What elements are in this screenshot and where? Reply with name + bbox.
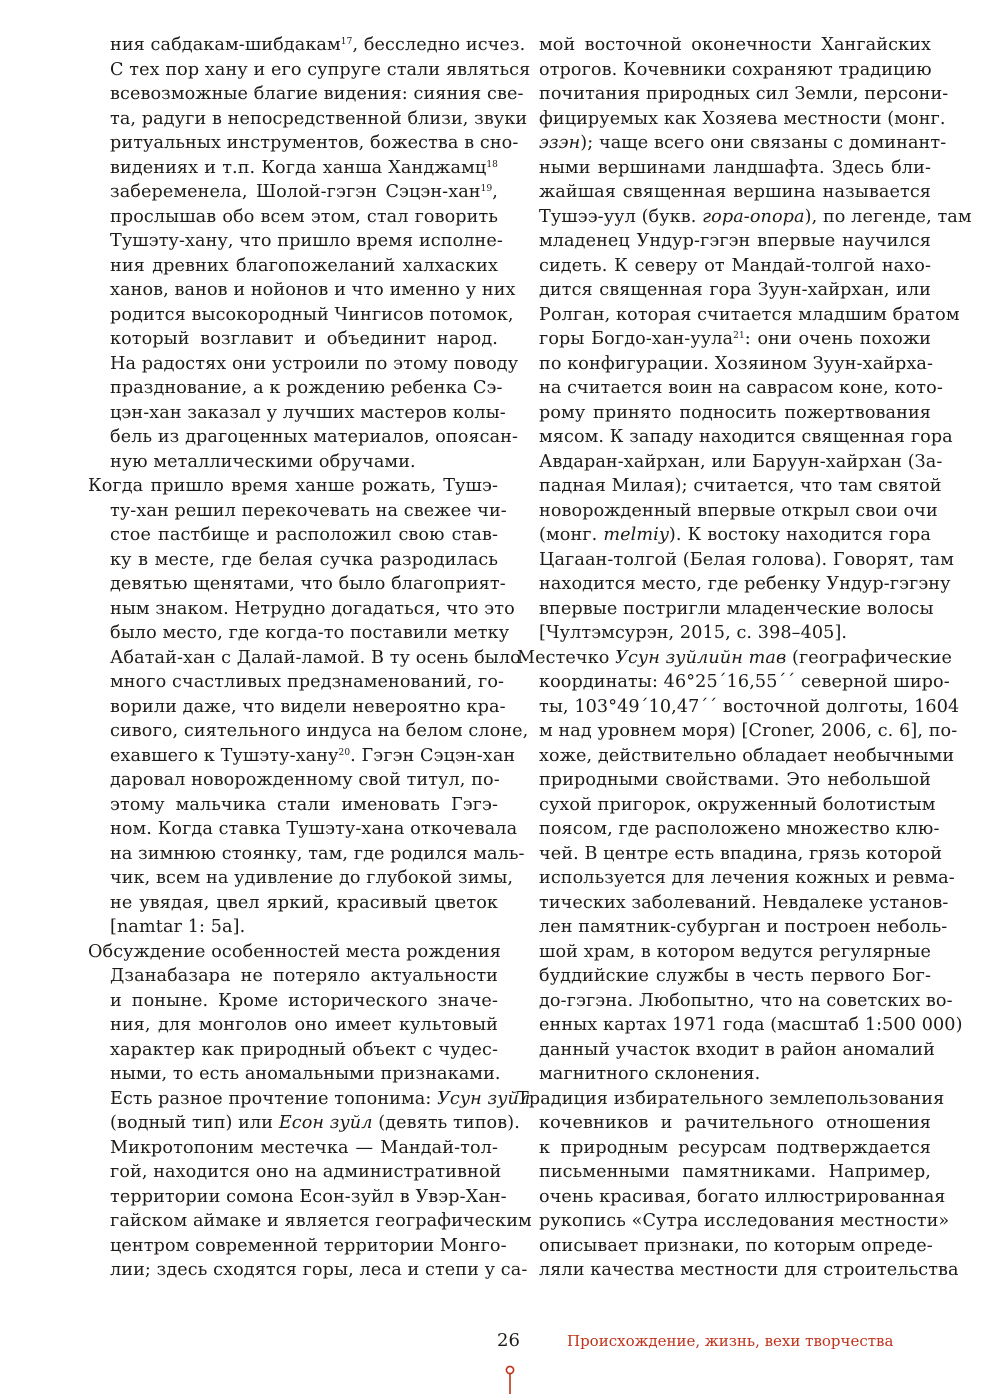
text-line: младенец Ундур-гэгэн впервые научился bbox=[539, 231, 931, 251]
text-line: всевозможные благие видения: сияния све- bbox=[110, 84, 524, 104]
page-number: 26 bbox=[497, 1330, 520, 1351]
text-line: [Чултэмсурэн, 2015, с. 398–405]. bbox=[539, 623, 848, 643]
italic-term: melmiy bbox=[603, 525, 669, 545]
text-line: ляли качества местности для строительства bbox=[539, 1260, 959, 1280]
left-column bbox=[88, 33, 532, 1283]
text-line: территории сомона Есон-зуйл в Увэр-Хан- bbox=[110, 1186, 507, 1207]
text-line: Абатай-хан с Далай-ламой. В ту осень было bbox=[110, 647, 521, 668]
text-line: Ролган, которая считается младшим братом bbox=[539, 304, 960, 325]
text-line: стое пастбище и расположил свою став- bbox=[110, 525, 498, 545]
text-line: С тех пор хану и его супруге стали являться bbox=[110, 59, 531, 80]
text-line: координаты: 46°25´16,55´´ северной широ- bbox=[539, 672, 950, 692]
text-line: ными, то есть аномальными признаками. bbox=[110, 1064, 501, 1084]
text-line: Микротопоним местечка — Мандай-тол- bbox=[110, 1137, 498, 1158]
text-line: этому мальчика стали именовать Гэгэ- bbox=[110, 794, 498, 815]
text-line: лии; здесь сходятся горы, леса и степи у са- bbox=[110, 1260, 528, 1280]
text-line: ния сабдакам-шибдакам$^{17}$, бесследно исчез. bbox=[110, 35, 526, 55]
text-line: тических заболеваний. Невдалеке установ- bbox=[539, 892, 949, 913]
paragraph bbox=[88, 33, 531, 474]
text-line: сидеть. К северу от Мандай-толгой нахо- bbox=[539, 255, 931, 276]
text-line: чик, всем на удивление до глубокой зимы, bbox=[110, 868, 514, 888]
footnote-ref[interactable]: 20 bbox=[338, 747, 351, 758]
text-line: сухой пригорок, окруженный болотистым bbox=[539, 794, 936, 815]
text-line: ханов, ванов и нойонов и что именно у них bbox=[110, 280, 516, 300]
text-line: центром современной территории Монго- bbox=[110, 1235, 507, 1256]
text-line: цэн-хан заказал у лучших мастеров колы- bbox=[110, 402, 506, 423]
text-line: не увядая, цвел яркий, красивый цветок bbox=[110, 892, 498, 913]
paragraph bbox=[517, 1087, 959, 1283]
text-line: на считается воин на саврасом коне, кото- bbox=[539, 378, 943, 398]
text-line: данный участок входит в район аномалий bbox=[539, 1039, 935, 1060]
text-line: Местечко Усун зуйлийн тав (географические bbox=[517, 647, 953, 668]
text-line: письменными памятниками. Например, bbox=[539, 1162, 931, 1182]
text-line: мясом. К западу находится священная гора bbox=[539, 427, 953, 447]
right-column bbox=[517, 33, 972, 1283]
text-line: много счастливых предзнаменований, го- bbox=[110, 672, 505, 692]
text-line: ными вершинами ландшафта. Здесь бли- bbox=[539, 157, 931, 178]
text-line: на зимнюю стоянку, там, где родился маль- bbox=[110, 843, 525, 864]
text-line: природными свойствами. Это небольшой bbox=[539, 770, 931, 790]
text-line: ния древних благопожеланий халхаских bbox=[110, 255, 498, 276]
text-line: сивого, сиятельного индуса на белом слоне, bbox=[110, 721, 529, 741]
text-line: гайском аймаке и является географическим bbox=[110, 1211, 532, 1231]
text-line: ную металлическими обручами. bbox=[110, 451, 416, 472]
italic-term: гора-опора bbox=[702, 206, 805, 227]
footnote-ref[interactable]: 19 bbox=[480, 184, 493, 194]
text-line: даровал новорожденному свой титул, по- bbox=[110, 770, 500, 790]
text-line: ехавшего к Тушэту-хану$^{20}$. Гэгэн Сэцэн-хан bbox=[110, 745, 516, 766]
text-line: Тушэту-хану, что пришло время исполне- bbox=[110, 231, 503, 251]
text-line: ритуальных инструментов, божества в сно- bbox=[110, 133, 519, 153]
text-line: впервые постригли младенческие волосы bbox=[539, 598, 934, 619]
text-line: буддийские службы в честь первого Бог- bbox=[539, 966, 931, 986]
text-line: родится высокородный Чингисов потомок, bbox=[110, 304, 514, 325]
footnote-ref[interactable]: 18 bbox=[486, 159, 498, 170]
text-line: Традиция избирательного землепользования bbox=[517, 1088, 945, 1109]
text-line: прослышав обо всем этом, стал говорить bbox=[110, 206, 498, 227]
text-line: мой восточной оконечности Хангайских bbox=[539, 35, 931, 55]
running-title: Происхождение, жизнь, вехи творчества bbox=[567, 1332, 894, 1350]
text-line: фицируемых как Хозяева местности (монг. bbox=[539, 108, 946, 129]
text-line: магнитного склонения. bbox=[539, 1064, 761, 1084]
text-line: дится священная гора Зуун-хайрхан, или bbox=[539, 280, 931, 300]
text-line: девятью щенятами, что было благоприят- bbox=[110, 574, 506, 594]
text-line: Дзанабазара не потеряло актуальности bbox=[110, 966, 498, 986]
text-line: празднование, а к рождению ребенка Сэ- bbox=[110, 378, 503, 398]
text-line: кочевников и рачительного отношения bbox=[539, 1113, 931, 1133]
text-line: ния, для монголов оно имеет культовый bbox=[110, 1015, 498, 1035]
text-line: енных картах 1971 года (масштаб 1:500 000) bbox=[539, 1015, 963, 1035]
text-line: находится место, где ребенку Ундур-гэгэну bbox=[539, 574, 951, 594]
text-line: ту-хан решил перекочевать на свежее чи- bbox=[110, 500, 507, 521]
paragraph bbox=[88, 474, 529, 940]
text-line: который возглавит и объединит народ. bbox=[110, 329, 498, 349]
footnote-ref[interactable]: 21 bbox=[733, 331, 745, 341]
italic-term: Есон зуйл bbox=[278, 1113, 373, 1133]
paragraph bbox=[88, 940, 532, 1283]
text-line: и поныне. Кроме исторического значе- bbox=[110, 990, 498, 1011]
text-line: гой, находится оно на административной bbox=[110, 1162, 502, 1182]
text-line: горы Богдо-хан-уула$^{21}$: они очень похожи bbox=[539, 329, 931, 349]
text-line: почитания природных сил Земли, персони- bbox=[539, 84, 949, 104]
italic-term: Усун зуйлийн тав bbox=[615, 647, 787, 668]
paragraph bbox=[517, 646, 963, 1087]
page-marker-icon bbox=[504, 1365, 516, 1394]
text-line: хоже, действительно обладает необычными bbox=[539, 745, 955, 766]
text-line: (монг. melmiy). К востоку находится гора bbox=[539, 525, 931, 545]
text-line: рукопись «Сутра исследования местности» bbox=[539, 1211, 950, 1231]
text-line: отрогов. Кочевники сохраняют традицию bbox=[539, 59, 932, 80]
text-line: эзэн); чаще всего они связаны с доминант- bbox=[539, 133, 947, 153]
text-line: характер как природный объект с чудес- bbox=[110, 1039, 498, 1060]
paragraph bbox=[517, 33, 972, 646]
text-line: было место, где когда-то поставили метку bbox=[110, 623, 510, 643]
text-line: Обсуждение особенностей места рождения bbox=[88, 941, 501, 962]
text-line: по конфигурации. Хозяином Зуун-хайрха- bbox=[539, 353, 934, 374]
text-line: бель из драгоценных материалов, опоясан- bbox=[110, 427, 519, 447]
italic-term: Усун зуйл bbox=[437, 1088, 531, 1109]
text-line: новорожденный впервые открыл свои очи bbox=[539, 500, 938, 521]
text-line: поясом, где расположено множество клю- bbox=[539, 819, 940, 839]
text-line: ном. Когда ставка Тушэту-хана откочевала bbox=[110, 819, 518, 839]
text-line: [namtar 1: 5a]. bbox=[110, 917, 246, 937]
text-line: На радостях они устроили по этому поводу bbox=[110, 353, 519, 374]
footnote-ref[interactable]: 17 bbox=[340, 37, 353, 47]
text-line: м над уровнем моря) [Croner, 2006, с. 6], по- bbox=[539, 721, 958, 741]
text-line: жайшая священная вершина называется bbox=[539, 182, 931, 202]
text-line: описывает признаки, по которым опреде- bbox=[539, 1235, 933, 1256]
text-line: видениях и т.п. Когда ханша Ханджамц$^{18}$ bbox=[110, 157, 498, 178]
text-line: шой храм, в котором ведутся регулярные bbox=[539, 941, 931, 962]
text-line: чей. В центре есть впадина, грязь которой bbox=[539, 843, 943, 864]
text-line: используется для лечения кожных и ревма- bbox=[539, 868, 955, 888]
text-line: ным знаком. Нетрудно догадаться, что это bbox=[110, 598, 515, 619]
text-line: до-гэгэна. Любопытно, что на советских во- bbox=[539, 990, 953, 1011]
text-line: Авдаран-хайрхан, или Баруун-хайрхан (За- bbox=[539, 451, 943, 472]
text-line: лен памятник-субурган и построен неболь- bbox=[539, 917, 948, 937]
text-line: к природным ресурсам подтверждается bbox=[539, 1137, 931, 1158]
text-line: очень красивая, богато иллюстрированная bbox=[539, 1186, 946, 1207]
text-line: ворили даже, что видели невероятно кра- bbox=[110, 696, 506, 717]
text-line: ты, 103°49´10,47´´ восточной долготы, 1604 bbox=[539, 696, 960, 717]
text-line: рому принято подносить пожертвования bbox=[539, 402, 931, 423]
text-line: ку в месте, где белая сучка разродилась bbox=[110, 549, 498, 570]
text-line: Тушээ-уул (букв. гора-опора), по легенде, там bbox=[539, 206, 972, 227]
text-line: Есть разное прочтение топонима: Усун зуйл bbox=[110, 1088, 531, 1109]
text-line: забеременела, Шолой-гэгэн Сэцэн-хан$^{19}$, bbox=[110, 182, 498, 202]
text-line: Цагаан-толгой (Белая голова). Говорят, там bbox=[539, 549, 955, 570]
text-line: (водный тип) или Есон зуйл (девять типов). bbox=[110, 1113, 520, 1133]
text-line: падная Милая); считается, что там святой bbox=[539, 476, 942, 496]
italic-term: эзэн bbox=[539, 133, 581, 153]
text-line: Когда пришло время ханше рожать, Тушэ- bbox=[88, 476, 498, 496]
text-line: та, радуги в непосредственной близи, звуки bbox=[110, 108, 528, 129]
